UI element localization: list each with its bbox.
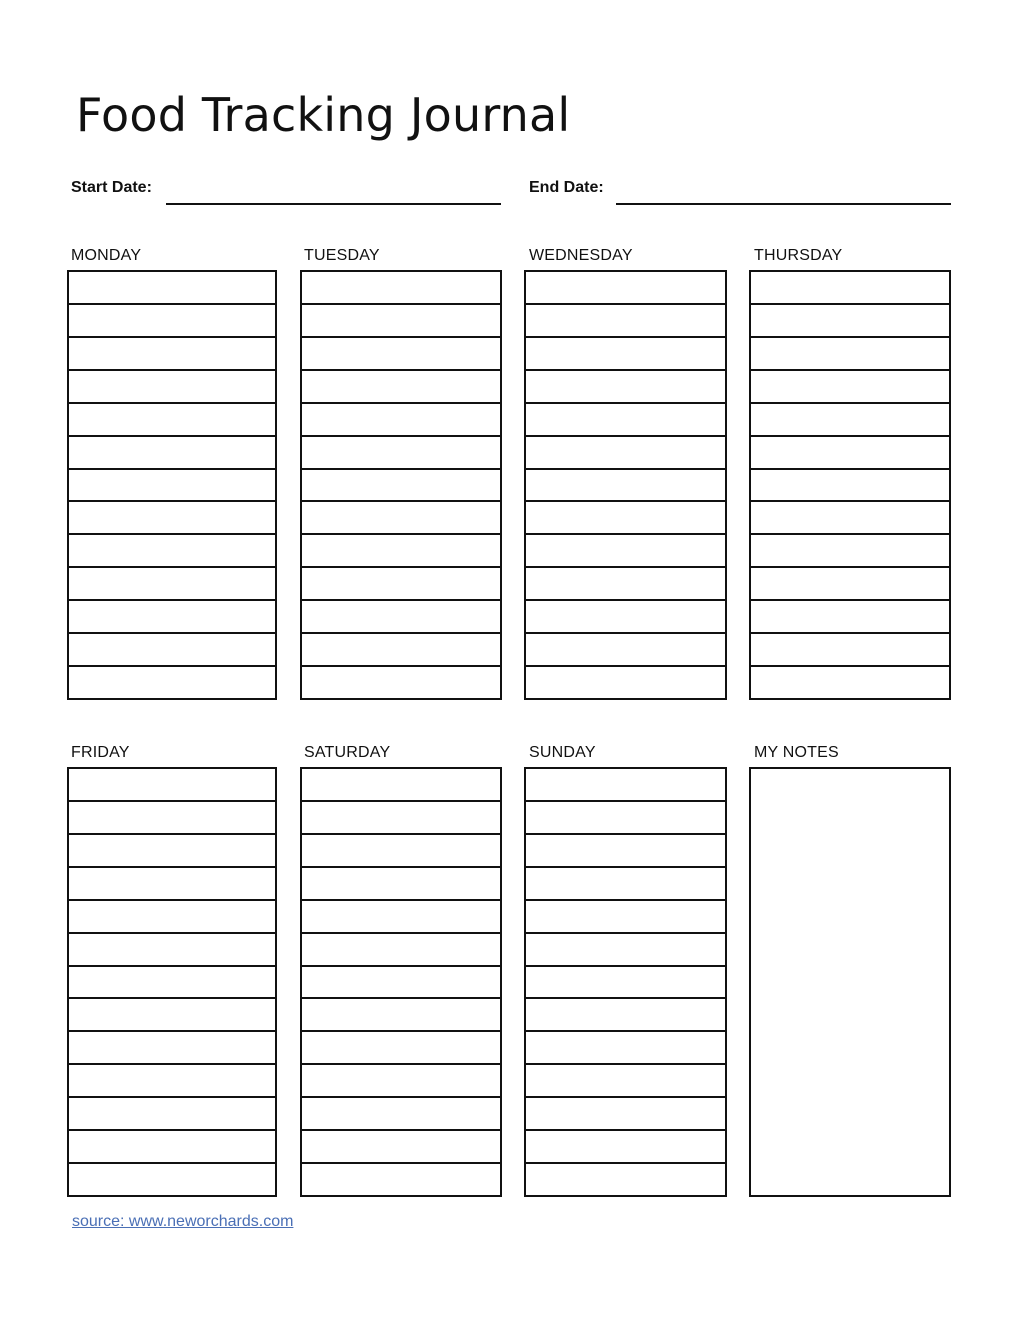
log-row[interactable]: [751, 667, 949, 698]
log-row[interactable]: [526, 934, 725, 967]
day-label-saturday: SATURDAY: [304, 744, 391, 761]
log-row[interactable]: [751, 502, 949, 535]
log-row[interactable]: [302, 371, 500, 404]
log-row[interactable]: [751, 371, 949, 404]
log-row[interactable]: [302, 305, 500, 338]
log-row[interactable]: [526, 769, 725, 802]
day-log-sunday[interactable]: [524, 767, 727, 1197]
log-row[interactable]: [526, 1065, 725, 1098]
log-row[interactable]: [751, 568, 949, 601]
log-row[interactable]: [526, 1032, 725, 1065]
log-row[interactable]: [526, 601, 725, 634]
log-row[interactable]: [69, 934, 275, 967]
log-row[interactable]: [526, 338, 725, 371]
day-label-sunday: SUNDAY: [529, 744, 596, 761]
day-log-wednesday[interactable]: [524, 270, 727, 700]
log-row[interactable]: [302, 502, 500, 535]
start-date-field[interactable]: [166, 203, 501, 205]
log-row[interactable]: [69, 272, 275, 305]
log-row[interactable]: [302, 272, 500, 305]
log-row[interactable]: [69, 502, 275, 535]
log-row[interactable]: [751, 535, 949, 568]
log-row[interactable]: [526, 1164, 725, 1195]
log-row[interactable]: [69, 1131, 275, 1164]
log-row[interactable]: [526, 667, 725, 698]
log-row[interactable]: [302, 1098, 500, 1131]
start-date-label: Start Date:: [71, 179, 152, 196]
log-row[interactable]: [69, 1032, 275, 1065]
log-row[interactable]: [751, 338, 949, 371]
log-row[interactable]: [69, 338, 275, 371]
log-row[interactable]: [526, 404, 725, 437]
log-row[interactable]: [751, 305, 949, 338]
log-row[interactable]: [526, 901, 725, 934]
log-row[interactable]: [302, 437, 500, 470]
day-log-monday[interactable]: [67, 270, 277, 700]
day-label-thursday: THURSDAY: [754, 247, 843, 264]
log-row[interactable]: [69, 404, 275, 437]
log-row[interactable]: [526, 568, 725, 601]
log-row[interactable]: [302, 967, 500, 1000]
log-row[interactable]: [526, 967, 725, 1000]
log-row[interactable]: [302, 769, 500, 802]
log-row[interactable]: [69, 1098, 275, 1131]
log-row[interactable]: [69, 835, 275, 868]
log-row[interactable]: [751, 634, 949, 667]
log-row[interactable]: [751, 437, 949, 470]
log-row[interactable]: [69, 568, 275, 601]
log-row[interactable]: [69, 967, 275, 1000]
log-row[interactable]: [751, 272, 949, 305]
log-row[interactable]: [302, 568, 500, 601]
log-row[interactable]: [69, 634, 275, 667]
log-row[interactable]: [526, 470, 725, 503]
log-row[interactable]: [69, 1164, 275, 1195]
log-row[interactable]: [302, 868, 500, 901]
log-row[interactable]: [526, 272, 725, 305]
log-row[interactable]: [526, 1098, 725, 1131]
log-row[interactable]: [302, 601, 500, 634]
log-row[interactable]: [69, 305, 275, 338]
log-row[interactable]: [302, 535, 500, 568]
log-row[interactable]: [526, 835, 725, 868]
log-row[interactable]: [526, 502, 725, 535]
log-row[interactable]: [302, 338, 500, 371]
log-row[interactable]: [302, 835, 500, 868]
log-row[interactable]: [302, 802, 500, 835]
log-row[interactable]: [526, 535, 725, 568]
log-row[interactable]: [302, 1131, 500, 1164]
log-row[interactable]: [526, 868, 725, 901]
log-row[interactable]: [69, 1065, 275, 1098]
notes-label: MY NOTES: [754, 744, 839, 761]
day-log-thursday[interactable]: [749, 270, 951, 700]
log-row[interactable]: [302, 470, 500, 503]
log-row[interactable]: [751, 470, 949, 503]
day-log-saturday[interactable]: [300, 767, 502, 1197]
log-row[interactable]: [526, 634, 725, 667]
log-row[interactable]: [526, 1131, 725, 1164]
day-log-friday[interactable]: [67, 767, 277, 1197]
log-row[interactable]: [302, 1032, 500, 1065]
day-label-monday: MONDAY: [71, 247, 142, 264]
log-row[interactable]: [69, 999, 275, 1032]
log-row[interactable]: [302, 901, 500, 934]
log-row[interactable]: [751, 404, 949, 437]
log-row[interactable]: [526, 305, 725, 338]
log-row[interactable]: [69, 470, 275, 503]
log-row[interactable]: [69, 901, 275, 934]
log-row[interactable]: [69, 535, 275, 568]
log-row[interactable]: [69, 802, 275, 835]
day-label-tuesday: TUESDAY: [304, 247, 380, 264]
log-row[interactable]: [526, 802, 725, 835]
log-row[interactable]: [526, 437, 725, 470]
log-row[interactable]: [751, 601, 949, 634]
log-row[interactable]: [302, 404, 500, 437]
log-row[interactable]: [69, 437, 275, 470]
page-title: Food Tracking Journal: [76, 88, 571, 142]
log-row[interactable]: [302, 634, 500, 667]
source-link[interactable]: source: www.neworchards.com: [72, 1213, 294, 1230]
end-date-label: End Date:: [529, 179, 604, 196]
log-row[interactable]: [302, 934, 500, 967]
log-row[interactable]: [526, 999, 725, 1032]
log-row[interactable]: [69, 868, 275, 901]
notes-box[interactable]: [749, 767, 951, 1197]
day-label-friday: FRIDAY: [71, 744, 130, 761]
log-row[interactable]: [69, 371, 275, 404]
day-label-wednesday: WEDNESDAY: [529, 247, 633, 264]
log-row[interactable]: [69, 769, 275, 802]
day-log-tuesday[interactable]: [300, 270, 502, 700]
log-row[interactable]: [69, 667, 275, 698]
log-row[interactable]: [302, 667, 500, 698]
log-row[interactable]: [302, 1065, 500, 1098]
log-row[interactable]: [69, 601, 275, 634]
log-row[interactable]: [302, 999, 500, 1032]
log-row[interactable]: [526, 371, 725, 404]
log-row[interactable]: [302, 1164, 500, 1195]
end-date-field[interactable]: [616, 203, 951, 205]
